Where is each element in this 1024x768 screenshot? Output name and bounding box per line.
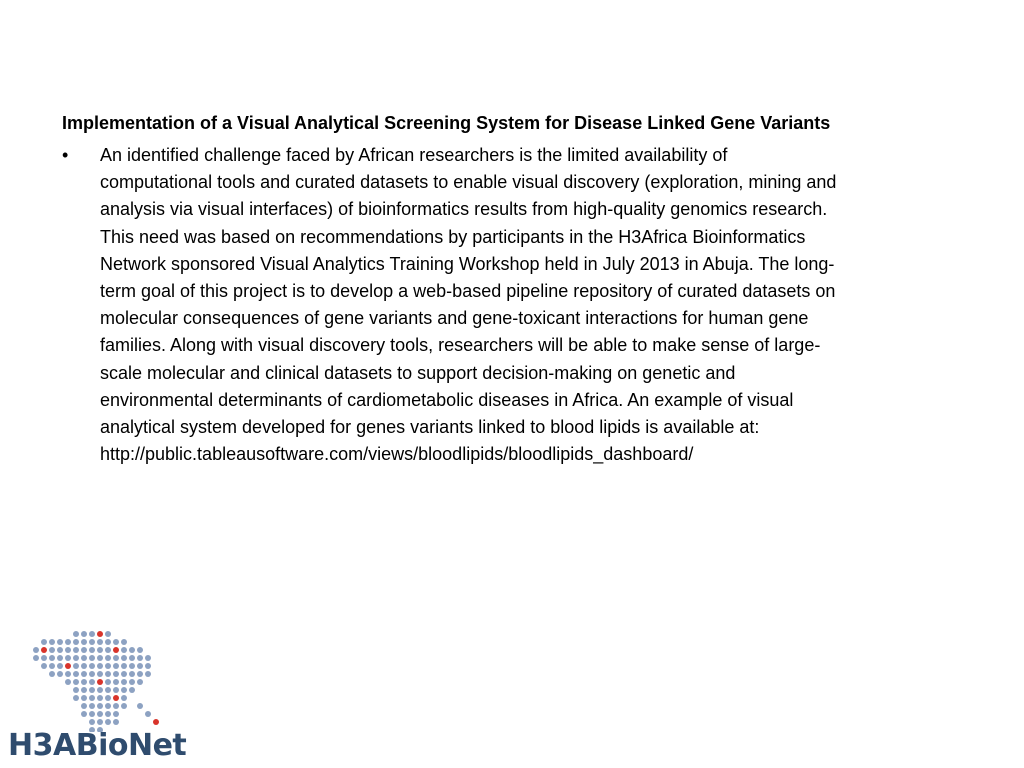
logo-dot [81,671,87,677]
logo-dot [129,647,135,653]
africa-dot-map-icon [6,628,176,732]
logo-dot [97,703,103,709]
logo-dot [81,703,87,709]
logo-dot [81,679,87,685]
logo-dot [33,655,39,661]
logo-dot [81,663,87,669]
logo-dot [137,655,143,661]
logo-dot [49,639,55,645]
logo-dot [121,647,127,653]
logo-dot [97,719,103,725]
logo-dot [89,711,95,717]
logo-dot [105,655,111,661]
logo-dot [129,679,135,685]
logo-dot [113,671,119,677]
logo-dot [65,639,71,645]
body-line: scale molecular and clinical datasets to support decision-making on genetic and [100,362,736,383]
h3abionet-logo [6,628,187,764]
logo-dot [89,679,95,685]
body-line: analysis via visual interfaces) of bioinformatics results from high-quality genomics research. [100,199,828,220]
logo-dot [81,695,87,701]
logo-dot [129,655,135,661]
logo-dot [49,655,55,661]
logo-dot [105,639,111,645]
logo-dot [145,671,151,677]
body-line: Network sponsored Visual Analytics Training Workshop held in July 2013 in Abuja. The long- [100,253,835,274]
logo-dot [97,647,103,653]
logo-dot [73,639,79,645]
logo-dot [137,703,143,709]
logo-dot [41,655,47,661]
body-line: analytical system developed for genes variants linked to blood lipids is available at: [100,417,760,438]
logo-dot [145,711,151,717]
logo-dot [113,695,119,701]
body-line: An identified challenge faced by African researchers is the limited availability of [100,145,728,165]
logo-dot [129,671,135,677]
logo-dot [137,663,143,669]
logo-dot [153,719,159,725]
logo-dot [137,647,143,653]
logo-dot [105,671,111,677]
logo-dot [129,663,135,669]
logo-dot [113,639,119,645]
logo-dot [73,671,79,677]
logo-dot [97,655,103,661]
logo-dot [81,647,87,653]
logo-dot [145,663,151,669]
logo-dot [89,687,95,693]
body-line: This need was based on recommendations by participants in the H3Africa Bioinformatics [100,226,806,247]
logo-dot [97,687,103,693]
logo-dot [65,655,71,661]
logo-dot [105,663,111,669]
logo-dot [97,631,103,637]
logo-dot [121,695,127,701]
logo-dot [49,663,55,669]
logo-dot [81,655,87,661]
logo-dot [89,719,95,725]
logo-text: H3ABioNet [8,728,187,763]
slide-heading: Implementation of a Visual Analytical Screening System for Disease Linked Gene Variants [62,113,831,133]
logo-dot [57,647,63,653]
logo-dot [49,671,55,677]
logo-dot [89,639,95,645]
logo-dot [57,639,63,645]
logo-dot [89,631,95,637]
logo-dot [73,695,79,701]
logo-dot [73,631,79,637]
body-line: term goal of this project is to develop a web-based pipeline repository of curated datasets on [100,281,836,302]
url-link[interactable]: http://public.tableausoftware.com/views/bloodlipids/bloodlipids_dashboard/ [100,444,694,465]
body-line: molecular consequences of gene variants and gene-toxicant interactions for human gene [100,308,809,329]
logo-dot [137,671,143,677]
logo-dot [105,679,111,685]
logo-dot [81,711,87,717]
logo-dot [73,655,79,661]
logo-dot [121,655,127,661]
logo-dot [113,663,119,669]
logo-dot [41,647,47,653]
logo-dot [57,663,63,669]
bullet-body [100,142,970,468]
logo-dot [65,679,71,685]
logo-dot [81,631,87,637]
logo-dot [73,679,79,685]
logo-dot [97,663,103,669]
logo-dot [105,687,111,693]
body-line: environmental determinants of cardiometabolic diseases in Africa. An example of visual [100,389,794,410]
logo-dot [41,639,47,645]
logo-dot [65,663,71,669]
logo-dot [97,679,103,685]
logo-dot [137,679,143,685]
logo-dot [113,687,119,693]
logo-dot [129,687,135,693]
logo-dot [89,655,95,661]
logo-dot [73,663,79,669]
logo-dot [97,711,103,717]
logo-dot [81,687,87,693]
logo-dot [73,647,79,653]
logo-dot [105,719,111,725]
logo-dot [105,695,111,701]
logo-dot [97,695,103,701]
logo-dot [57,655,63,661]
logo-dot [33,647,39,653]
logo-dot [81,639,87,645]
logo-dot [65,671,71,677]
logo-dot [113,655,119,661]
logo-dot [113,719,119,725]
bullet-marker: • [62,145,69,165]
logo-dot [121,679,127,685]
logo-dot [65,647,71,653]
body-line: families. Along with visual discovery tools, researchers will be able to make sense of large- [100,335,821,356]
logo-dot [121,687,127,693]
logo-dot [49,647,55,653]
body-line: computational tools and curated datasets to enable visual discovery (exploration, mining and [100,172,837,193]
logo-dot [113,711,119,717]
logo-dot [121,703,127,709]
logo-dot [121,639,127,645]
logo-dot [89,695,95,701]
logo-dot [105,631,111,637]
logo-dot [97,639,103,645]
logo-dot [121,663,127,669]
logo-dot [105,647,111,653]
logo-dot [89,671,95,677]
logo-dot [97,671,103,677]
logo-dot [145,655,151,661]
logo-dot [89,703,95,709]
logo-dot [113,679,119,685]
logo-dot [105,703,111,709]
logo-dot [89,663,95,669]
logo-dot [57,671,63,677]
logo-dot [41,663,47,669]
logo-dot [121,671,127,677]
logo-dot [89,647,95,653]
logo-dot [73,687,79,693]
logo-dot [113,703,119,709]
logo-dot [105,711,111,717]
logo-dot [113,647,119,653]
